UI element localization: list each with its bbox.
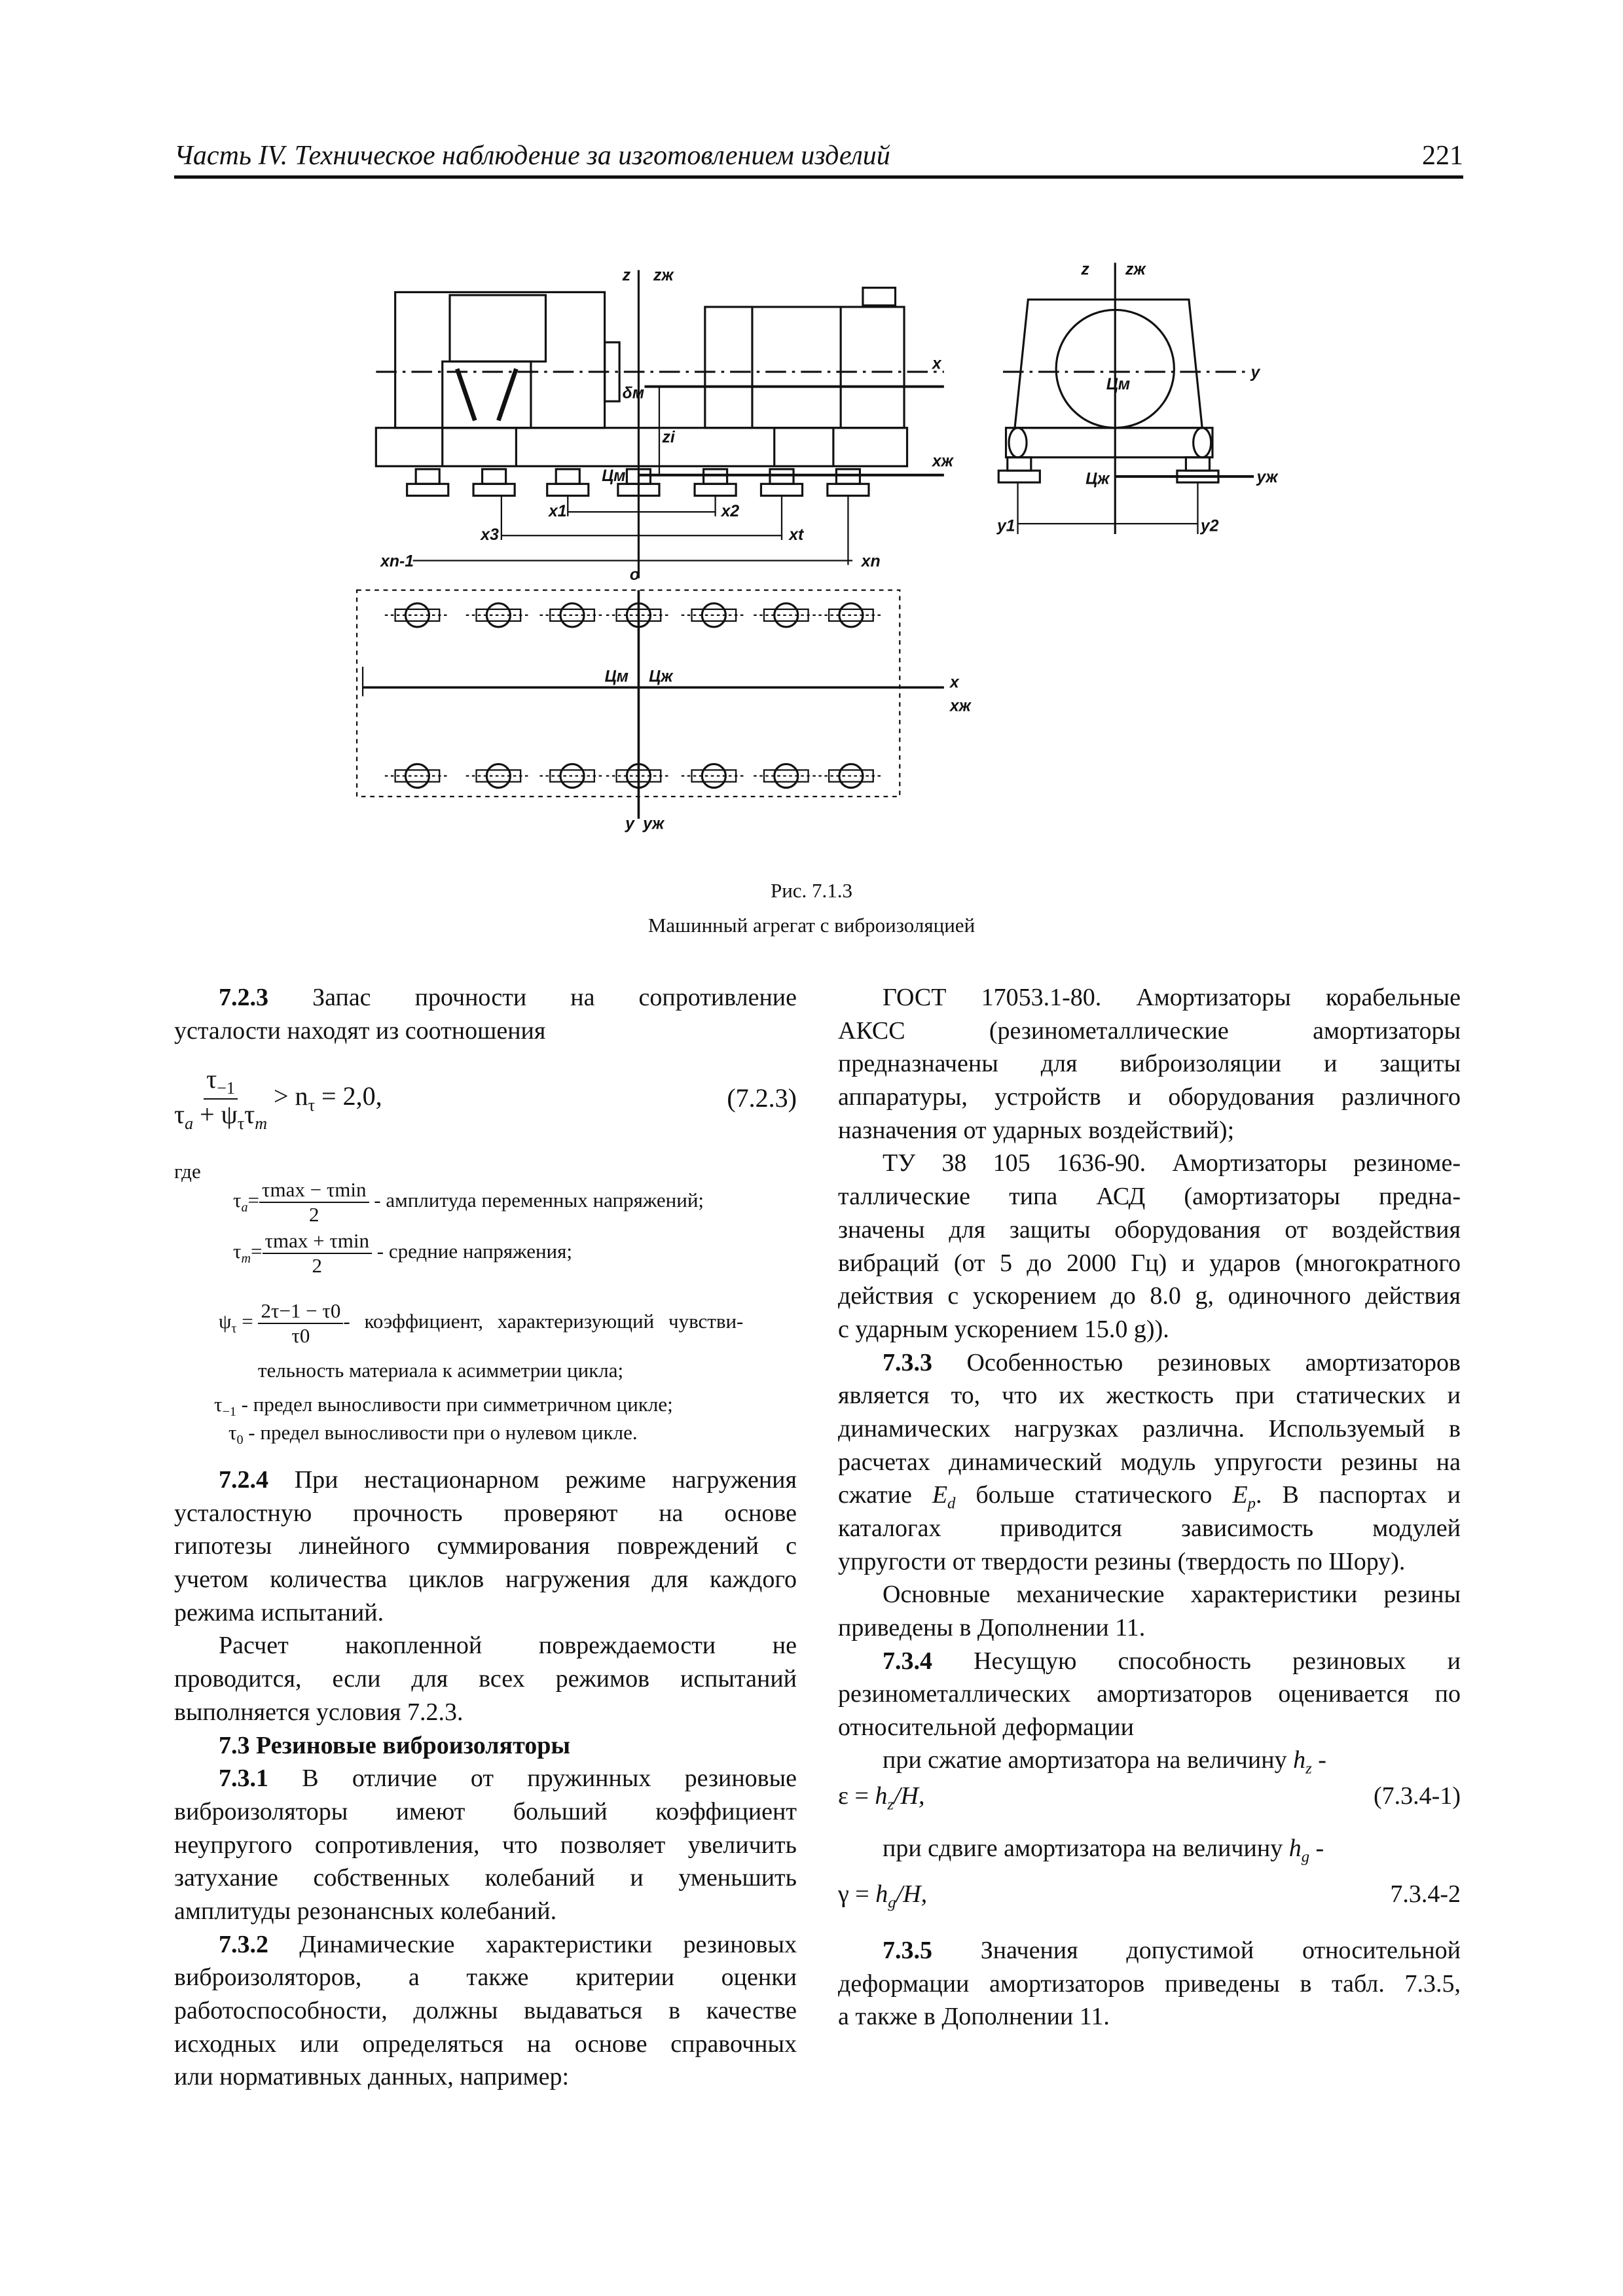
plan-view [357,590,972,833]
label-o: o [629,565,640,584]
den-m-sub: m [255,1113,267,1133]
text-line [219,1729,797,1763]
text-line [174,1662,797,1696]
text-segment: каталогах приводится зависимость модулей [838,1515,1461,1542]
text-segment: амплитуды резонансных колебаний. [174,1897,557,1925]
label-z: z [622,266,631,285]
side-view [376,266,954,583]
formula-fraction [174,1064,267,1134]
def-tau-a: $\tau_a=$ $\frac{\tau\max - \tau\min}{2}$ - амплитуда переменных напряжений; [233,1178,704,1226]
text-segment: вибраций (от 5 до 2000 Гц) и ударов (многократного [838,1249,1461,1277]
text-line [838,1280,1461,1313]
text-segment: АКСС (резинометаллические амортизаторы [838,1016,1461,1045]
text-line [838,1114,1461,1147]
text-segment: виброизоляторов, а также критерии оценки [174,1964,797,1992]
text-segment: аппаратуры, устройств и оборудования различного [838,1083,1461,1111]
text-line [838,2000,1461,2034]
text-line [174,2060,797,2094]
equation-number-7-3-4-1: (7.3.4-1) [1374,1782,1461,1810]
text-segment: назначения от ударных воздействий); [838,1116,1235,1144]
text-segment: работоспособности, должны выдаваться в качестве [174,1997,797,2024]
text-segment: усталости находят из соотношения [174,1016,546,1045]
section-number: 7.2.3 [219,984,268,1011]
label-x2: x2 [721,502,740,520]
text-line [174,1696,797,1729]
text-line [174,1861,797,1895]
label-zzh-end: zж [1125,260,1146,279]
text-segment: ТУ 38 105 1636-90. Амортизаторы резиноме- [883,1149,1461,1177]
label-dm: δм [622,384,645,403]
text-line [174,1895,797,1928]
formula-7-3-4-2: $\gamma = h_g/H$, 7.3.4-2 [838,1880,1461,1912]
label-zzh: zж [653,266,674,285]
label-cm-side: Цм [602,467,626,485]
text-line [838,1512,1461,1545]
text-segment: виброизоляторы имеют больший коэффициент [174,1797,797,1825]
figure-caption-title: Машинный агрегат с виброизоляцией [647,914,976,937]
text-line [838,1578,1461,1611]
text-line [838,1213,1461,1247]
text-line [174,1994,797,2028]
text-line [174,1463,797,1497]
label-xt: xt [789,526,804,544]
text-segment: режима испытаний. [174,1598,384,1626]
isolator-plan [682,764,746,787]
where-label: где [174,1160,201,1183]
text-segment: усталостную прочность проверяют на основе [174,1499,797,1527]
isolator-foot [695,469,736,496]
text-segment: приведены в Дополнении 11. [838,1614,1146,1642]
isolator-plan [539,603,604,627]
text-line [838,1081,1461,1114]
section-number: 7.3.5 [883,1937,932,1964]
motor-cap [450,295,545,361]
text-line [838,1047,1461,1081]
isolator-foot [407,469,448,496]
formula-rhs: = 2,0, [315,1081,382,1111]
dimension-lines [413,495,852,565]
formula-7-3-4-1: $\varepsilon = h_z/H$, (7.3.4-1) [838,1782,1461,1814]
text-line [174,1497,797,1530]
section-number: 7.2.4 [219,1466,268,1494]
text-line [838,1446,1461,1479]
label-y: y [1250,364,1260,382]
compress-text: при сжатие амортизатора на величину $h_z$ - [883,1746,1326,1778]
text-segment: сжатие [838,1481,932,1509]
isolator-plan [818,603,883,627]
isolator-plan [754,764,818,787]
label-xzh-plan: xж [949,697,971,715]
text-line [174,2028,797,2061]
text-line [838,1967,1461,2001]
label-xzh: xж [932,452,953,471]
text-segment: неупругого сопротивления, что позволяет увеличить [174,1831,797,1859]
text-line [838,981,1461,1014]
plan-isolators [385,603,884,788]
text-segment: упругости от твердости резины (твердость по Шору). [838,1547,1406,1575]
paragraph [838,1346,1461,1579]
equation-number-7-3-4-2: 7.3.4-2 [1390,1880,1461,1908]
text-segment: затухание собственных колебаний и уменьшить [174,1864,797,1892]
isolator-plan [385,603,450,627]
text-line [838,1180,1461,1213]
text-line [838,1711,1461,1744]
end-view [996,260,1279,535]
section-number: 7.3.2 [219,1930,268,1958]
text-segment: является то, что их жесткость при статических и [838,1382,1461,1410]
den-a-sub: a [185,1113,194,1133]
text-line [838,1645,1461,1678]
def-psi: $\psi_\tau$ = $\frac{2\tau-1 - \tau 0}{\tau 0}$ - коэффициент, характеризующий чувстви- [219,1299,744,1347]
isolator-foot [761,469,802,496]
running-header-title: Часть IV. Техническое наблюдение за изготовлением изделий [174,141,890,171]
text-segment: деформации амортизаторов приведены в табл. 7.3.5, [838,1969,1461,1998]
text-line [838,1479,1461,1512]
label-x1: x1 [548,502,567,520]
text-line [174,1530,797,1563]
def-psi-cont: тельность материала к асимметрии цикла; [258,1359,624,1382]
text-segment: Запас прочности на сопротивление [268,984,797,1011]
page-number: 221 [1422,141,1463,171]
den-plus: + ψ [193,1099,238,1129]
text-line [174,1629,797,1662]
label-czh-plan: Цж [649,668,673,686]
text-segment: проводится, если для всех режимов испытаний [174,1665,797,1693]
isolator-plan [754,603,818,627]
text-segment: . В паспортах и [1255,1481,1461,1509]
label-yzh-plan: yж [643,815,665,833]
text-segment: гипотезы линейного суммирования повреждений с [174,1532,797,1560]
text-line [838,1934,1461,1967]
text-segment: предназначены для виброизоляции и защиты [838,1050,1461,1078]
def-tau-minus1: $\tau_{-1}$ - предел выносливости при симметричном цикле; [214,1393,673,1420]
text-line [174,1014,797,1048]
paragraph [838,1578,1461,1644]
text-line [838,1412,1461,1446]
label-y1: y1 [996,517,1015,535]
text-line [174,1928,797,1962]
text-line [174,1795,797,1829]
text-segment: таллические типа АСД (амортизаторы предна- [838,1183,1461,1211]
text-line [838,1313,1461,1346]
formula-7-2-3 [174,1064,382,1134]
paragraph [838,1645,1461,1744]
label-y2: y2 [1200,517,1219,535]
motor-body [395,292,605,427]
right-column-text [838,981,1461,1744]
def-tau-m: $\tau_m=$ $\frac{\tau\max + \tau\min}{2}$ - средние напряжения; [233,1229,573,1277]
paragraph [174,1928,797,2094]
text-line [838,1247,1461,1280]
text-segment: выполняется условия 7.2.3. [174,1698,464,1726]
formula-rel-sub: τ [308,1096,316,1115]
isolator-foot [828,469,869,496]
text-segment: Значения допустимой относительной [932,1937,1461,1964]
text-segment: При нестационарном режиме нагружения [268,1466,797,1494]
text-line [174,1762,797,1795]
isolator-foot [547,469,589,496]
text-segment: относительной деформации [838,1713,1134,1742]
def-tau-0: $\tau_0$ - предел выносливости при о нулевом цикле. [228,1421,638,1448]
paragraph [174,1463,797,1629]
left-column-text [174,1463,797,2094]
section-heading [174,1729,797,1763]
text-segment: учетом количества циклов нагружения для каждого [174,1566,797,1594]
paragraph [174,1629,797,1729]
text-line [838,1147,1461,1180]
label-x: x [932,355,941,373]
paragraph [174,1762,797,1928]
label-xn1: xn-1 [380,552,414,571]
text-segment: Основные механические характеристики резины [883,1581,1461,1609]
text-line [838,1611,1461,1645]
paragraph [838,1147,1461,1346]
section-number: 7.3.1 [219,1765,268,1793]
label-czh-end: Цж [1085,470,1110,488]
equation-number-7-2-3: (7.2.3) [727,1083,797,1113]
isolator-plan [818,764,883,787]
header-rule [174,175,1463,179]
label-zi: zi [662,429,675,447]
label-z-end: z [1081,260,1089,279]
text-line [838,1346,1461,1380]
base-frame [376,428,907,467]
text-segment: расчетах динамический модуль упругости резины на [838,1448,1461,1476]
text-segment: Расчет накопленной повреждаемости не [219,1632,797,1660]
text-segment: исходных или определяться на основе справочных [174,2030,797,2058]
label-x3: x3 [481,526,499,544]
text-segment: или нормативных данных, например: [174,2063,570,2091]
isolator-plan [385,764,450,787]
text-line [838,1545,1461,1579]
num-sub: −1 [217,1079,235,1098]
den-psi-sub: τ [237,1113,245,1133]
section-number: 7.3 Резиновые виброизоляторы [219,1731,571,1759]
text-segment: В отличие от пружинных резиновые [268,1765,797,1793]
text-segment: с ударным ускорением 15.0 g)). [838,1315,1169,1343]
text-line [174,1829,797,1862]
text-segment: p [1247,1494,1256,1513]
section-number: 7.3.4 [883,1647,932,1675]
text-segment: d [947,1494,956,1513]
text-segment: больше статического [955,1481,1233,1509]
formula-relation: > n [274,1081,308,1111]
text-segment: Несущую способность резиновых и [932,1647,1461,1675]
text-segment: Динамические характеристики резиновых [268,1930,797,1958]
isolator-foot [473,469,515,496]
text-segment: резинометаллических амортизаторов оценивается по [838,1680,1461,1708]
text-segment: E [1232,1481,1248,1509]
paragraph-7-2-3 [174,981,797,1047]
figure-machine-unit-drawing [339,243,1278,878]
label-y-plan: y [625,815,634,833]
text-line [838,1379,1461,1412]
den-a: τ [174,1099,185,1129]
pump-body [705,307,904,428]
label-x-plan: x [949,673,959,692]
text-segment: действия с ускорением до 8.0 g, одиночного действия [838,1282,1461,1310]
text-line [174,981,797,1014]
text-line [838,1014,1461,1048]
label-xn: xn [861,552,881,571]
label-cm-plan: Цм [604,668,629,686]
num: τ [206,1064,217,1094]
figure-caption-number: Рис. 7.1.3 [770,879,853,902]
label-cm-end: Цм [1106,376,1131,394]
text-segment: Особенностью резиновых амортизаторов [932,1348,1461,1376]
text-line [174,1596,797,1630]
text-segment: E [932,1481,948,1509]
text-line [174,1563,797,1596]
text-line [174,1961,797,1994]
isolator-plan [682,603,746,627]
text-segment: а также в Дополнении 11. [838,2003,1110,2031]
shear-text: при сдвиге амортизатора на величину $h_g$ - [883,1835,1324,1866]
text-segment: значены для защиты оборудования от воздействия [838,1215,1461,1244]
den-m: τ [244,1099,255,1129]
text-segment: ГОСТ 17053.1-80. Амортизаторы корабельные [883,984,1461,1011]
isolator-plan [466,603,531,627]
paragraph [838,981,1461,1147]
label-yzh: yж [1256,469,1278,487]
isolator-plan [539,764,604,787]
isolator-plan [466,764,531,787]
section-number: 7.3.3 [883,1348,932,1376]
text-segment: динамических нагрузках различна. Используемый в [838,1414,1461,1443]
text-line [838,1677,1461,1711]
paragraph-7-3-5 [838,1934,1461,2034]
